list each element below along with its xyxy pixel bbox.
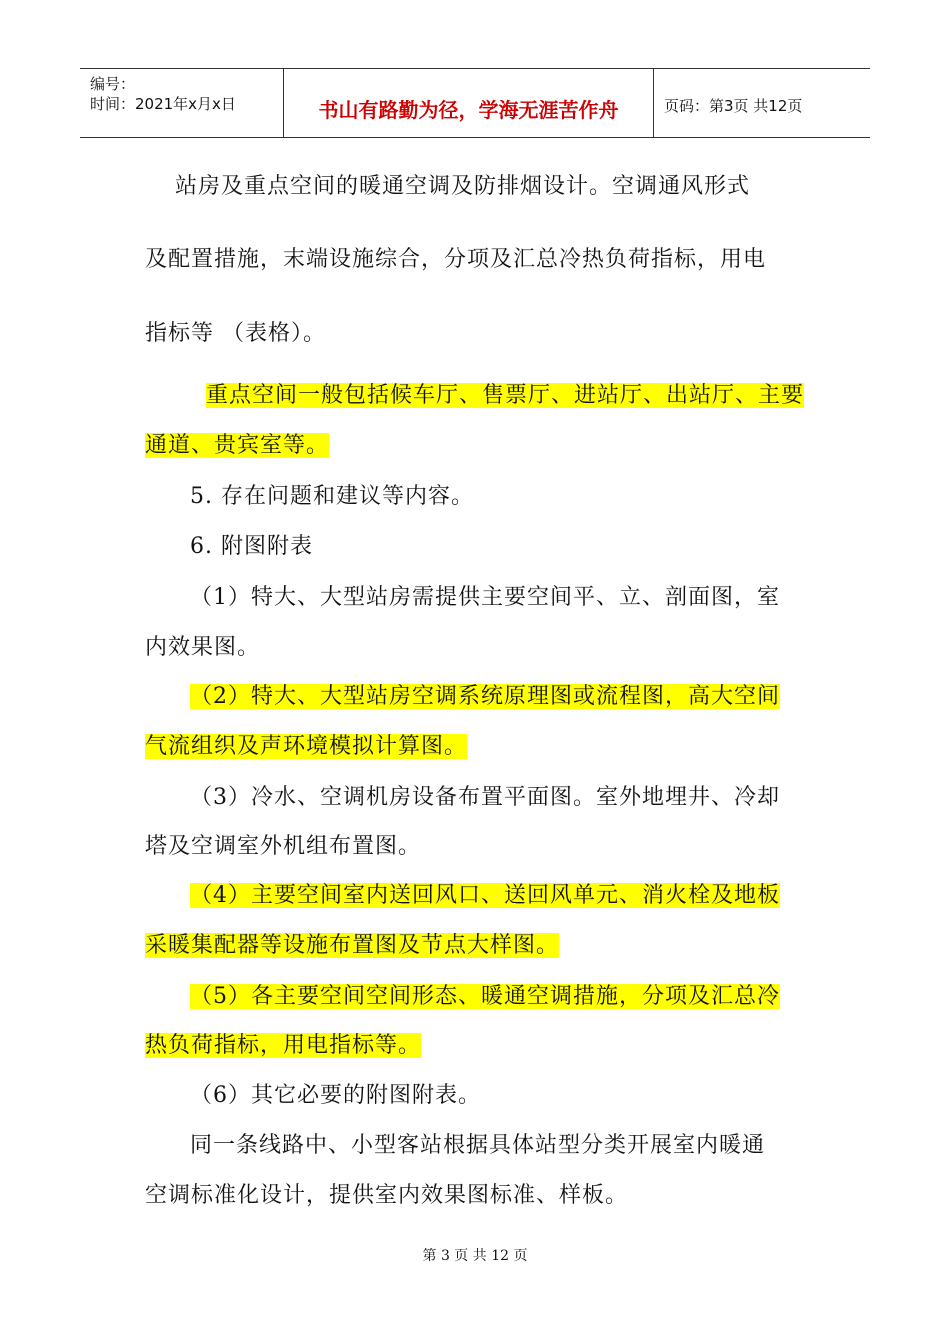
body-line-20: 空调标准化设计，提供室内效果图标准、样板。 bbox=[145, 1183, 629, 1208]
header-motto: 书山有路勤为径，学海无涯苦作舟 bbox=[318, 98, 619, 122]
body-line-13: 塔及空调室外机组布置图。 bbox=[145, 834, 422, 859]
body-line-15 bbox=[145, 930, 559, 962]
body-line-2: 及配置措施，末端设施综合，分项及汇总冷热负荷指标，用电 bbox=[145, 247, 767, 272]
body-line-7: 6. 附图附表 bbox=[190, 534, 313, 559]
highlighted-text: 采暖集配器等设施布置图及节点大样图。 bbox=[145, 933, 560, 958]
body-line-14 bbox=[190, 880, 780, 912]
body-line-9: 内效果图。 bbox=[145, 635, 261, 660]
highlighted-text: （5）各主要空间空间形态、暖通空调措施，分项及汇总冷 bbox=[190, 984, 780, 1009]
body-line-18: （6）其它必要的附图附表。 bbox=[190, 1083, 481, 1108]
highlighted-text: 热负荷指标，用电指标等。 bbox=[145, 1033, 422, 1058]
highlighted-text: （2）特大、大型站房空调系统原理图或流程图，高大空间 bbox=[190, 684, 780, 709]
body-line-11 bbox=[145, 731, 467, 763]
highlighted-text: （4）主要空间室内送回风口、送回风单元、消火栓及地板 bbox=[190, 883, 780, 908]
body-line-4 bbox=[206, 380, 804, 412]
body-line-3: 指标等 （表格）。 bbox=[145, 321, 326, 346]
body-line-8: （1）特大、大型站房需提供主要空间平、立、剖面图，室 bbox=[190, 585, 780, 610]
body-line-6: 5. 存在问题和建议等内容。 bbox=[190, 484, 474, 509]
time-label: 时间：2021年x月x日 bbox=[90, 95, 236, 113]
highlighted-text: 重点空间一般包括候车厅、售票厅、进站厅、出站厅、主要 bbox=[206, 383, 805, 408]
body-line-1: 站房及重点空间的暖通空调及防排烟设计。空调通风形式 bbox=[175, 174, 751, 199]
number-label: 编号： bbox=[90, 75, 136, 93]
highlighted-text: 通道、贵宾室等。 bbox=[145, 433, 330, 458]
body-line-16 bbox=[190, 981, 780, 1013]
body-line-5 bbox=[145, 430, 329, 462]
header-right-cell bbox=[654, 69, 870, 137]
body-line-10 bbox=[190, 681, 780, 713]
highlighted-text: 气流组织及声环境模拟计算图。 bbox=[145, 734, 468, 759]
header-page-label: 页码：第3页 共12页 bbox=[664, 97, 803, 115]
page-footer: 第 3 页 共 12 页 bbox=[422, 1248, 528, 1264]
body-line-19: 同一条线路中、小型客站根据具体站型分类开展室内暖通 bbox=[190, 1133, 766, 1158]
header-left-cell bbox=[80, 69, 284, 137]
body-line-17 bbox=[145, 1030, 421, 1062]
header-middle-cell bbox=[284, 69, 654, 137]
page-header bbox=[80, 68, 870, 138]
body-line-12: （3）冷水、空调机房设备布置平面图。室外地埋井、冷却 bbox=[190, 785, 780, 810]
